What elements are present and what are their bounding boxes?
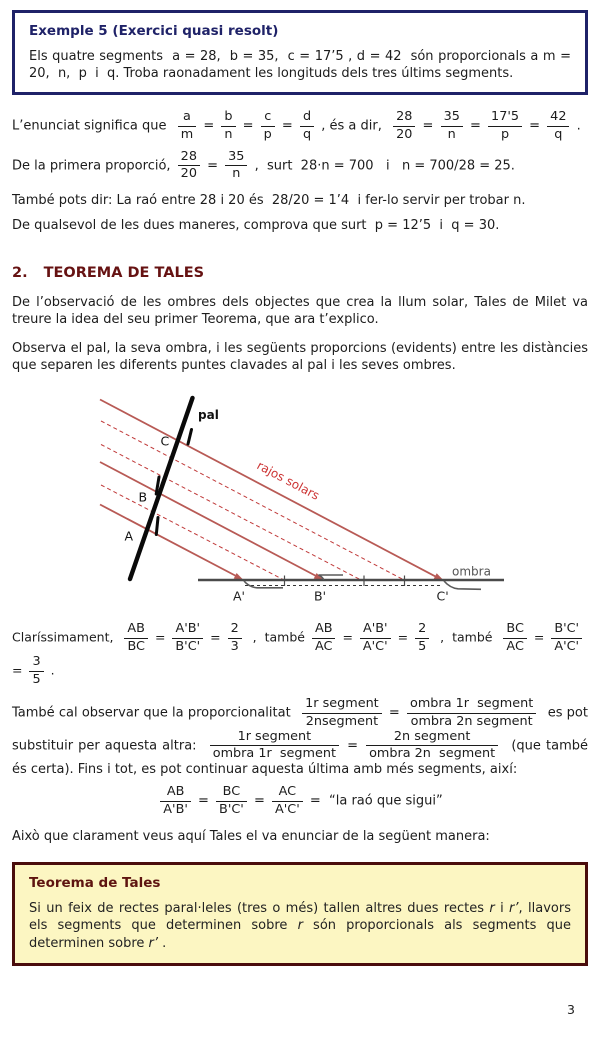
fraction: $\frac{A'B'}{B'C'}$: [172, 622, 203, 654]
label-pal: pal: [198, 408, 219, 423]
fraction: $\frac{AB}{AC}$: [312, 622, 336, 654]
fraction: $\frac{28}{20}$: [393, 110, 415, 142]
label-point-c-prime: C': [436, 588, 449, 604]
fraction: $\frac{42}{q}$: [547, 110, 569, 142]
section-heading: [12, 265, 588, 281]
label-point-b-prime: B': [314, 588, 327, 604]
pole-line: [130, 398, 193, 579]
paragraph-qualsevol-maneres: De qualsevol de les dues maneres, comprova que surt p = 12’5 i q = 30.: [12, 218, 500, 234]
paragraph-observacio-ombres: De l’observació de les ombres dels objectes que crea la llum solar, Tales de Milet va treure la idea del seu primer Teorema, que ara t’explico.: [12, 294, 588, 327]
fraction: $\frac{c}{p}$: [261, 110, 275, 142]
theorem-box-title: Teorema de Tales: [29, 875, 161, 892]
theorem-box: [12, 862, 588, 965]
paragraph-enunciat: L’enunciat significa que $\frac{a}{m}$ = $\frac{b}{n}$ = $\frac{c}{p}$ = $\frac{d}{q}$ , és a dir, $\frac{28}{20}$ = $\frac{35}{n}$ = $\frac{17'5}{p}$ = $\frac{42}{q}$ .: [12, 109, 581, 143]
fraction: $\frac{AB}{A'B'}$: [160, 785, 191, 817]
shadow-hook-marks: [244, 575, 481, 589]
fraction: $\frac{BC}{B'C'}$: [216, 785, 247, 817]
label-rajos-solars: rajos solars: [254, 458, 322, 504]
label-point-c: C: [160, 433, 170, 449]
example-box: [12, 10, 588, 95]
fraction: $\frac{17'5}{p}$: [488, 110, 522, 142]
fraction: $\frac{A'B'}{A'C'}$: [360, 622, 391, 654]
fraction: $\frac{\text{ombra 1r segment}}{\text{ombra 2n segment}}$: [407, 697, 536, 729]
fraction: $\frac{2}{5}$: [415, 622, 429, 654]
fraction: $\frac{\text{2n segment}}{\text{ombra 2n segment}}$: [366, 730, 498, 762]
section-title: TEOREMA DE TALES: [43, 264, 205, 281]
theorem-box-body: Si un feix de rectes paral·leles (tres o més) tallen altres dues rectes r i r’, llavors els segments que determinen sobre r són proporcionals als segments que determinen sobre r’ .: [29, 901, 571, 951]
paragraph-primera-proporcio: De la primera proporció, $\frac{28}{20}$ = $\frac{35}{n}$ , surt 28·n = 700 i n = 700/28 = 25.: [12, 148, 515, 182]
label-point-a-prime: A': [233, 588, 245, 604]
paragraph-clarissimament: Claríssimament, $\frac{AB}{BC}$ = $\frac{A'B'}{B'C'}$ = $\frac{2}{3}$ , també $\frac{AB}{AC}$ = $\frac{A'B'}{A'C'}$ = $\frac{2}{5}$ , també $\frac{BC}{AC}$ = $\frac{B'C'}{A'C'}$ = $\frac{3}{5}$ .: [12, 622, 588, 687]
label-point-b: B: [138, 489, 148, 505]
fraction: $\frac{a}{m}$: [178, 110, 196, 142]
fraction: $\frac{AC}{A'C'}$: [272, 785, 303, 817]
paragraph-tambe-cal-observar: També cal observar que la proporcionalitat $\frac{\text{1r segment}}{\text{2nsegment}}$ = $\frac{\text{ombra 1r segment}}{\text{ombra 2n segment}}$ es pot substituir per aquesta altra: $\frac{\text{1r segment}}{\text{ombra 1r segment}}$ = $\frac{\text{2n segment}}{\text{ombra 2n segment}}$ (que també és certa). Fins i tot, es pot continuar aquesta última amb més segments, així:: [12, 696, 588, 778]
label-ombra: ombra: [452, 564, 491, 579]
fraction: $\frac{B'C'}{A'C'}$: [551, 622, 582, 654]
tales-diagram: [88, 384, 558, 618]
fraction: $\frac{35}{n}$: [441, 110, 463, 142]
paragraph-observa-pal: Observa el pal, la seva ombra, i les següents proporcions (evidents) entre les distàncies que separen les diferents puntes clavades al pal i les seves ombres.: [12, 340, 588, 373]
fraction: $\frac{\text{1r segment}}{\text{ombra 1r segment}}$: [210, 730, 339, 762]
fraction: $\frac{BC}{AC}$: [503, 622, 527, 654]
fraction: $\frac{2}{3}$: [228, 622, 242, 654]
fraction: $\frac{b}{n}$: [221, 110, 235, 142]
fraction: $\frac{3}{5}$: [29, 655, 43, 687]
fraction: $\frac{\text{1r segment}}{\text{2nsegment}}$: [302, 697, 382, 729]
fraction: $\frac{35}{n}$: [225, 150, 247, 182]
paragraph-tambe-pots-dir: També pots dir: La raó entre 28 i 20 és 28/20 = 1’4 i fer-lo servir per trobar n.: [12, 193, 526, 209]
example-box-title: Exemple 5 (Exercici quasi resolt): [29, 23, 279, 39]
page-number: 3: [567, 1002, 575, 1017]
fraction: $\frac{d}{q}$: [300, 110, 314, 142]
equation-rao-que-sigui: $\frac{AB}{A'B'}$ = $\frac{BC}{B'C'}$ = $\frac{AC}{A'C'}$ = “la raó que sigui”: [12, 785, 588, 817]
sun-rays-solid: [100, 400, 438, 578]
label-point-a: A: [124, 528, 134, 544]
example-box-body: Els quatre segments a = 28, b = 35, c = 17’5 , d = 42 són proporcionals a m = 20, n, p i q. Troba raonadament les longituds dels tres últims segments.: [29, 49, 571, 82]
fraction: $\frac{28}{20}$: [178, 150, 200, 182]
fraction: $\frac{AB}{BC}$: [124, 622, 148, 654]
paragraph-aixo-tales: Això que clarament veus aquí Tales el va enunciar de la següent manera:: [12, 829, 490, 845]
section-number: 2.: [12, 264, 28, 281]
